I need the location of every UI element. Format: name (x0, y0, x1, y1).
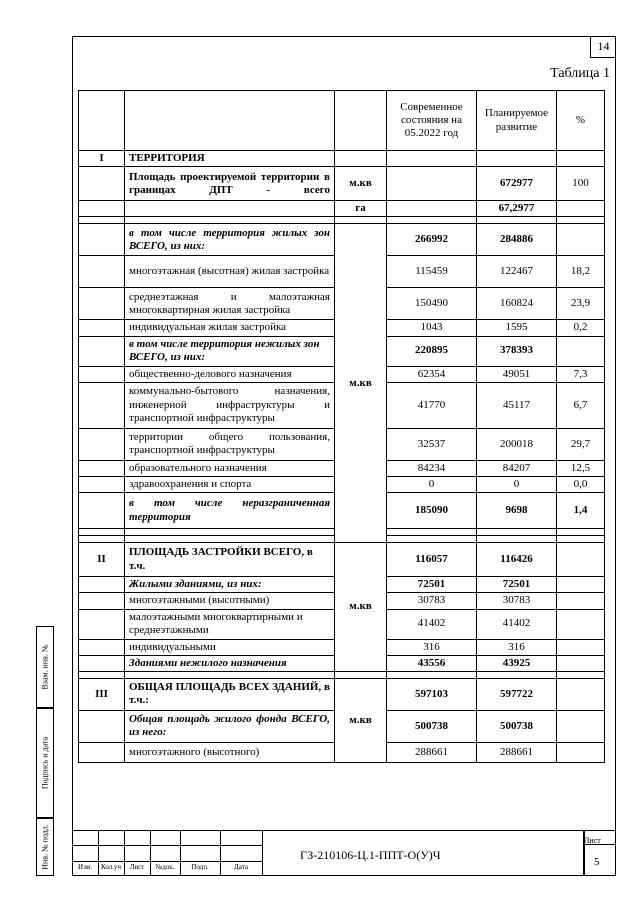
header-percent: % (557, 91, 605, 151)
table-row (79, 151, 605, 167)
row-planned: 597722 (477, 678, 557, 710)
row-label: Площадь проектируемой территории в границах ДПТ - всего (125, 167, 335, 201)
row-label: индивидуальными (125, 639, 335, 655)
stamp-label-sign: Подп. (191, 863, 209, 871)
row-label: в том числе территория жилых зон ВСЕГО, из них: (125, 224, 335, 256)
row-percent: 0,2 (557, 320, 605, 336)
row-current: 500738 (387, 710, 477, 742)
row-planned: 72501 (477, 577, 557, 593)
section-number: II (79, 543, 125, 577)
row-current: 266992 (387, 224, 477, 256)
row-current: 115459 (387, 256, 477, 288)
header-planned: Планируемое развитие (477, 91, 557, 151)
row-label: Общая площадь жилого фонда ВСЕГО, из него: (125, 710, 335, 742)
row-label: общественно-делового назначения (125, 366, 335, 382)
table-row (79, 167, 605, 201)
table-caption: Таблица 1 (550, 66, 610, 81)
row-planned: 0 (477, 476, 557, 492)
row-planned: 500738 (477, 710, 557, 742)
sheet-number: 5 (594, 856, 600, 868)
row-label: коммунально-бытового назначения, инженерной инфраструктуры и транспортной инфраструктуры (125, 382, 335, 428)
stamp-label-sheet: Лист (129, 863, 145, 871)
section-title: ТЕРРИТОРИЯ (125, 151, 335, 167)
row-current: 72501 (387, 577, 477, 593)
row-current: 84234 (387, 460, 477, 476)
row-unit: м.кв (335, 543, 387, 672)
table-row (79, 678, 605, 710)
side-box-inventory: Инв. № подл. (36, 818, 54, 876)
section-title: ОБЩАЯ ПЛОЩАДЬ ВСЕХ ЗДАНИЙ, в т.ч.: (125, 678, 335, 710)
row-label: в том числе неразграниченная территория (125, 493, 335, 529)
row-current: 62354 (387, 366, 477, 382)
row-percent: 7,3 (557, 366, 605, 382)
row-planned: 45117 (477, 382, 557, 428)
row-unit: м.кв (335, 167, 387, 201)
row-planned: 378393 (477, 336, 557, 366)
stamp-label-count: Кол.уч (101, 863, 121, 871)
table-row (79, 224, 605, 256)
row-planned: 316 (477, 639, 557, 655)
row-percent: 0,0 (557, 476, 605, 492)
row-current: 185090 (387, 493, 477, 529)
row-label: образовательного назначения (125, 460, 335, 476)
header-current: Современное состояния на 05.2022 год (387, 91, 477, 151)
row-planned: 9698 (477, 493, 557, 529)
section-number: III (79, 678, 125, 710)
row-current: 41770 (387, 382, 477, 428)
row-label: Жилыми зданиями, из них: (125, 577, 335, 593)
row-label: среднеэтажная и малоэтажная многоквартирная жилая застройка (125, 288, 335, 320)
row-label: Зданиями нежилого назначения (125, 655, 335, 671)
row-current: 316 (387, 639, 477, 655)
table-row (79, 201, 605, 217)
row-label: малоэтажными многоквартирными и среднеэтажными (125, 609, 335, 639)
row-unit: м.кв (335, 678, 387, 762)
row-percent: 100 (557, 167, 605, 201)
row-percent: 1,4 (557, 493, 605, 529)
row-planned: 43925 (477, 655, 557, 671)
row-current: 43556 (387, 655, 477, 671)
row-label: территории общего пользования, транспортной инфраструктуры (125, 428, 335, 460)
document-code: ГЗ-210106-Ц.1-ППТ-О(У)Ч (300, 848, 441, 862)
row-current: 288661 (387, 742, 477, 762)
table-row (79, 543, 605, 577)
data-table (78, 90, 605, 763)
stamp-label-date: Дата (234, 863, 248, 871)
row-planned: 284886 (477, 224, 557, 256)
row-planned: 116426 (477, 543, 557, 577)
row-current: 1043 (387, 320, 477, 336)
row-planned: 67,2977 (477, 201, 557, 217)
row-planned: 1595 (477, 320, 557, 336)
row-percent: 12,5 (557, 460, 605, 476)
row-planned: 160824 (477, 288, 557, 320)
row-planned: 49051 (477, 366, 557, 382)
row-current: 150490 (387, 288, 477, 320)
sheet-label: Лист (584, 836, 601, 845)
stamp-label-doc: №док. (155, 863, 175, 871)
row-current: 32537 (387, 428, 477, 460)
row-unit: м.кв (335, 224, 387, 543)
row-current: 41402 (387, 609, 477, 639)
row-label: индивидуальная жилая застройка (125, 320, 335, 336)
row-planned: 122467 (477, 256, 557, 288)
row-label: многоэтажного (высотного) (125, 742, 335, 762)
row-current: 0 (387, 476, 477, 492)
page-number: 14 (590, 36, 616, 58)
side-box-signature: Подпись и дата (36, 708, 54, 818)
stamp-label-change: Изм. (78, 863, 92, 871)
row-label: в том числе территория нежилых зон ВСЕГО, из них: (125, 336, 335, 366)
table-header (79, 91, 605, 151)
row-planned: 672977 (477, 167, 557, 201)
row-label: здравоохранения и спорта (125, 476, 335, 492)
row-percent: 23,9 (557, 288, 605, 320)
row-unit: га (335, 201, 387, 217)
row-current: 597103 (387, 678, 477, 710)
row-percent: 6,7 (557, 382, 605, 428)
row-current: 220895 (387, 336, 477, 366)
row-planned: 200018 (477, 428, 557, 460)
row-planned: 84207 (477, 460, 557, 476)
row-planned: 41402 (477, 609, 557, 639)
row-current: 30783 (387, 593, 477, 609)
row-label: многоэтажными (высотными) (125, 593, 335, 609)
row-planned: 288661 (477, 742, 557, 762)
section-title: ПЛОЩАДЬ ЗАСТРОЙКИ ВСЕГО, в т.ч. (125, 543, 335, 577)
row-label: многоэтажная (высотная) жилая застройка (125, 256, 335, 288)
section-number: I (79, 151, 125, 167)
row-planned: 30783 (477, 593, 557, 609)
row-current: 116057 (387, 543, 477, 577)
row-percent: 18,2 (557, 256, 605, 288)
side-box-replacement: Взам. инв. № (36, 626, 54, 708)
row-percent: 29,7 (557, 428, 605, 460)
